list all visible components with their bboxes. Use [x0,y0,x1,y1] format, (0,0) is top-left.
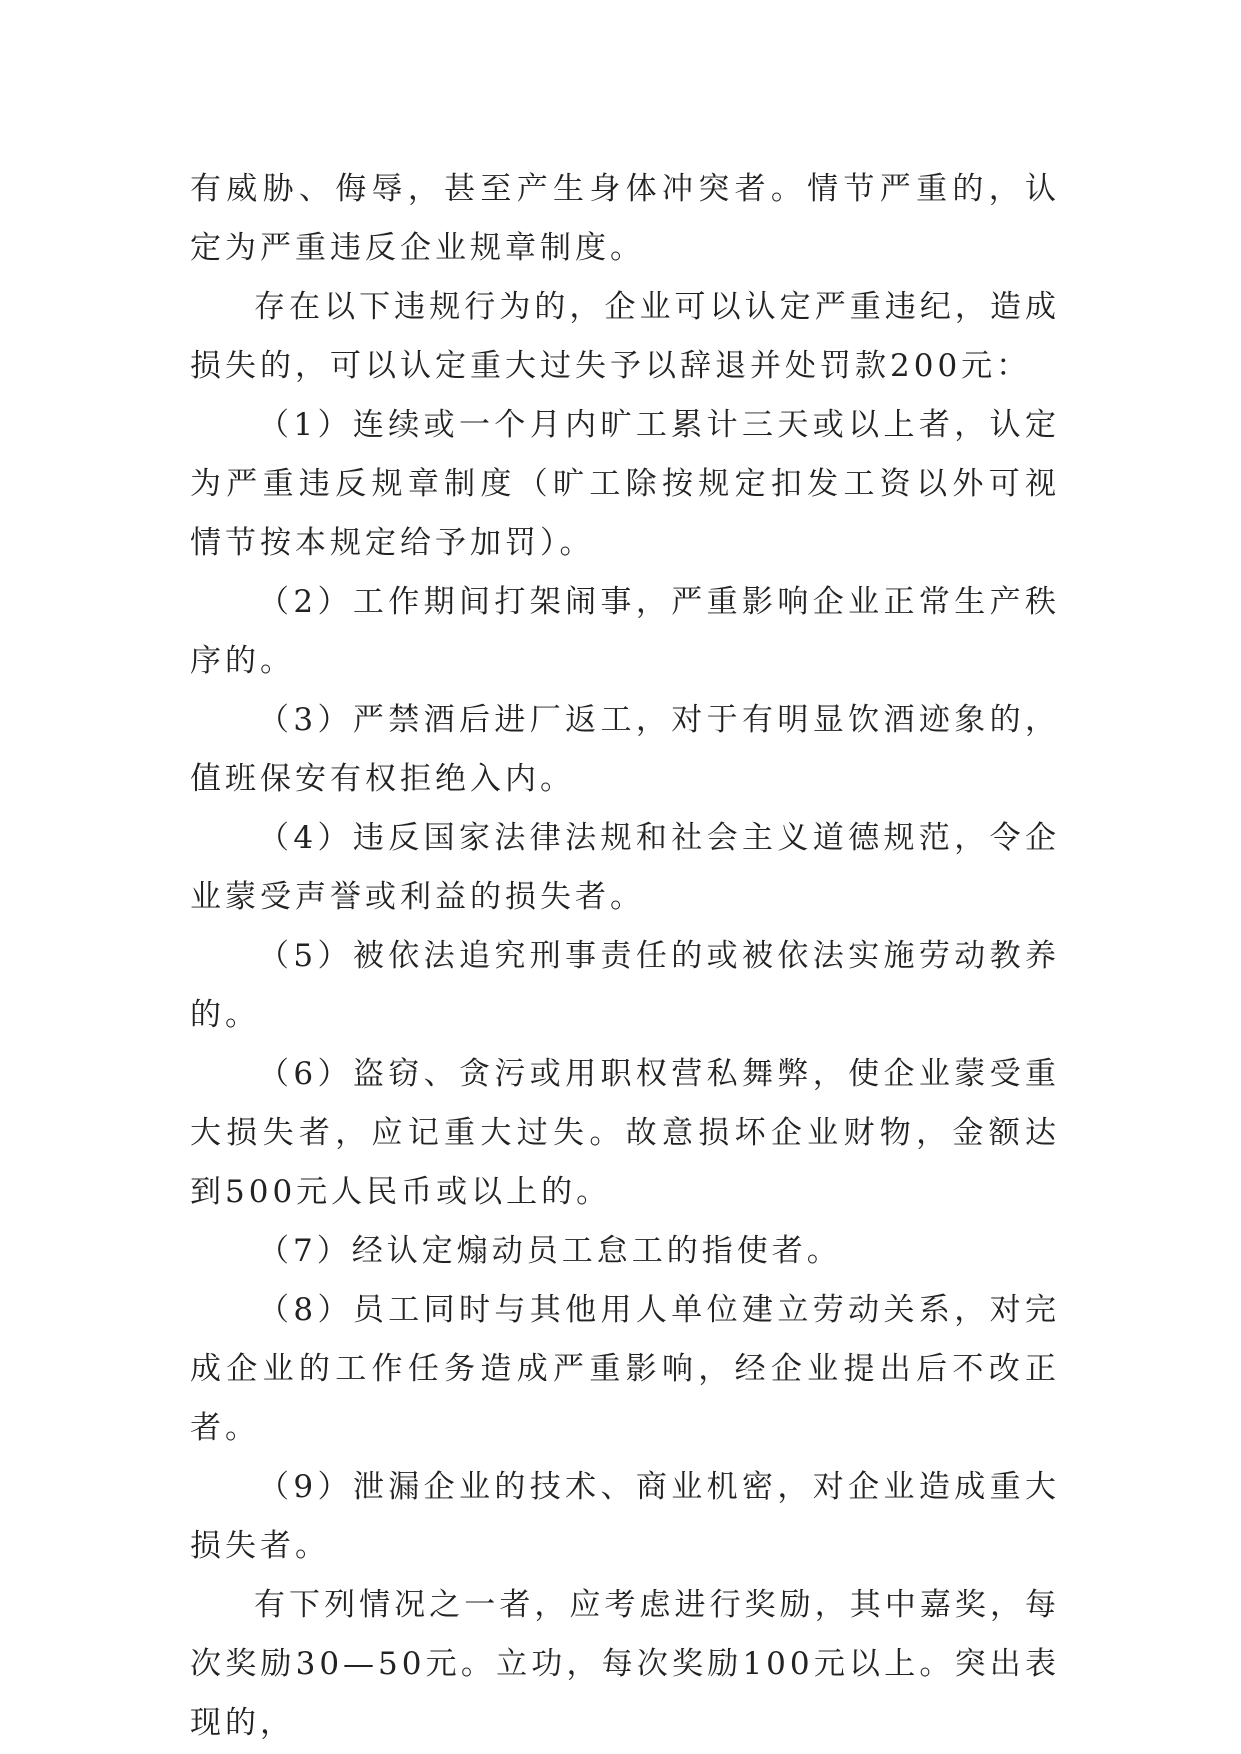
paragraph-rewards-intro: 有下列情况之一者，应考虑进行奖励，其中嘉奖，每次奖励30—50元。立功，每次奖励100元以上。突出表现的， [190,1587,1060,1741]
list-item-8: （8）员工同时与其他用人单位建立劳动关系，对完成企业的工作任务造成严重影响，经企业提出后不改正者。 [190,1292,1060,1446]
list-item-7: （7）经认定煽动员工怠工的指使者。 [258,1233,842,1269]
list-item-1: （1）连续或一个月内旷工累计三天或以上者，认定为严重违反规章制度（旷工除按规定扣发工资以外可视情节按本规定给予加罚）。 [190,407,1060,561]
list-item-3: （3）严禁酒后进厂返工，对于有明显饮酒迹象的，值班保安有权拒绝入内。 [190,702,1060,797]
list-item-4: （4）违反国家法律法规和社会主义道德规范，令企业蒙受声誉或利益的损失者。 [190,820,1060,915]
list-item-6: （6）盗窃、贪污或用职权营私舞弊，使企业蒙受重大损失者，应记重大过失。故意损坏企业财物，金额达到500元人民币或以上的。 [190,1056,1060,1210]
list-item-2: （2）工作期间打架闹事，严重影响企业正常生产秩序的。 [190,584,1060,679]
list-item-9: （9）泄漏企业的技术、商业机密，对企业造成重大损失者。 [190,1469,1060,1564]
paragraph-violations-intro: 存在以下违规行为的，企业可以认定严重违纪，造成损失的，可以认定重大过失予以辞退并处罚款200元： [190,289,1060,384]
list-item-5: （5）被依法追究刑事责任的或被依法实施劳动教养的。 [190,938,1060,1033]
paragraph-continuation: 有威胁、侮辱，甚至产生身体冲突者。情节严重的，认定为严重违反企业规章制度。 [190,171,1060,266]
document-body [190,160,1060,1753]
